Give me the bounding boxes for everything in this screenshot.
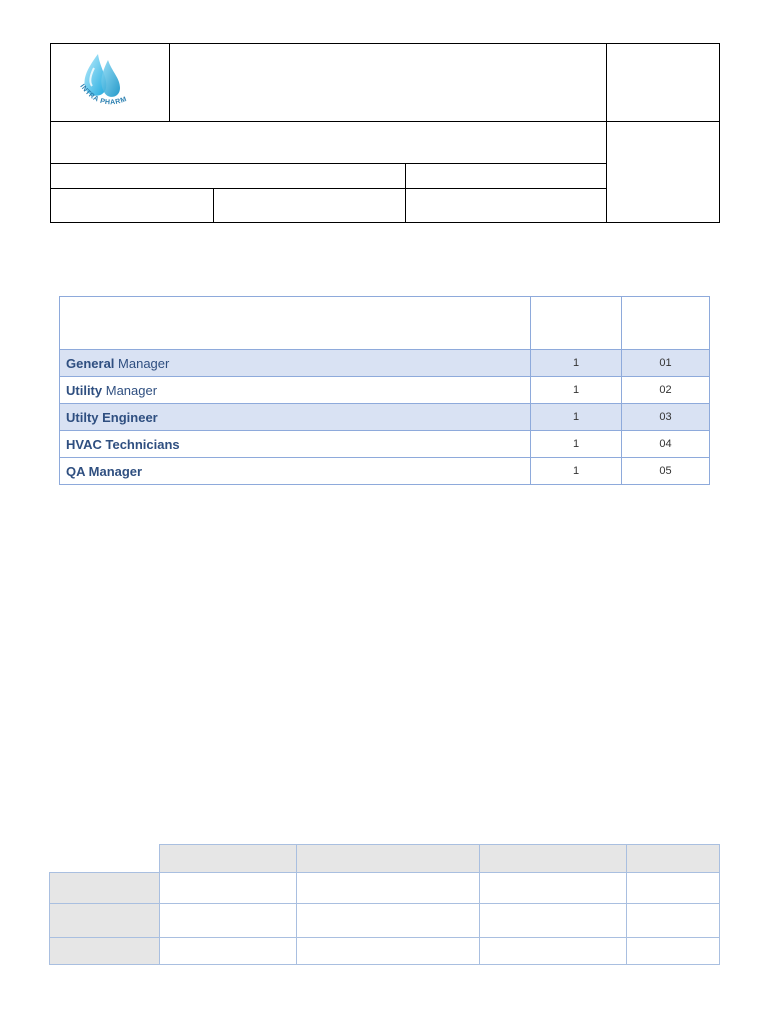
approval-header-cell — [297, 845, 480, 873]
approval-row-label — [50, 904, 160, 938]
approval-row-label — [50, 938, 160, 965]
approval-cell — [160, 938, 297, 965]
logo-text: INTRA PHARM — [78, 83, 128, 107]
recipient-name: Utilty Engineer — [60, 404, 531, 431]
copies-count: 1 — [531, 431, 622, 458]
approval-cell — [480, 938, 627, 965]
header-cell-copies — [531, 297, 622, 350]
recipient-name: General Manager — [60, 350, 531, 377]
copy-number: 01 — [622, 350, 710, 377]
approval-header-cell — [160, 845, 297, 873]
water-drop-icon — [74, 50, 146, 114]
table-row — [60, 377, 710, 404]
copy-number: 04 — [622, 431, 710, 458]
header-left-divider — [213, 188, 214, 223]
recipient-name: HVAC Technicians — [60, 431, 531, 458]
recipient-name: QA Manager — [60, 458, 531, 485]
right-column-divider — [606, 43, 607, 223]
approval-header-cell — [627, 845, 720, 873]
header-border-bottom — [50, 222, 720, 223]
approval-cell — [297, 904, 480, 938]
approval-header-cell — [480, 845, 627, 873]
header-mid-divider — [405, 163, 406, 223]
approval-cell — [160, 873, 297, 904]
approval-cell — [627, 904, 720, 938]
copies-count: 1 — [531, 377, 622, 404]
copy-number: 02 — [622, 377, 710, 404]
header-cell-department — [60, 297, 531, 350]
logo-cell-divider — [169, 43, 170, 122]
approval-row — [50, 904, 720, 938]
header-divider-2 — [50, 163, 606, 164]
recipient-name: Utility Manager — [60, 377, 531, 404]
approval-row — [50, 938, 720, 965]
copy-number: 05 — [622, 458, 710, 485]
header-cell-copy-no — [622, 297, 710, 350]
table-row — [60, 431, 710, 458]
header-border-right — [719, 43, 720, 223]
approval-cell — [627, 938, 720, 965]
table-row — [60, 458, 710, 485]
approval-cell — [480, 873, 627, 904]
copies-count: 1 — [531, 458, 622, 485]
approval-cell — [480, 904, 627, 938]
header-border-top — [50, 43, 720, 44]
approval-row-label — [50, 873, 160, 904]
copies-count: 1 — [531, 350, 622, 377]
approval-corner-cell — [50, 845, 160, 873]
approval-row — [50, 873, 720, 904]
approval-table — [49, 844, 720, 965]
approval-cell — [627, 873, 720, 904]
copies-count: 1 — [531, 404, 622, 431]
intra-pharm-logo — [74, 50, 146, 114]
approval-cell — [297, 873, 480, 904]
approval-cell — [160, 904, 297, 938]
header-border-left — [50, 43, 51, 223]
header-divider-3 — [50, 188, 606, 189]
header-divider-1 — [50, 121, 720, 122]
approval-header-row — [50, 845, 720, 873]
distribution-table — [59, 296, 710, 485]
copy-number: 03 — [622, 404, 710, 431]
distribution-header-row — [60, 297, 710, 350]
approval-cell — [297, 938, 480, 965]
table-row — [60, 404, 710, 431]
table-row — [60, 350, 710, 377]
